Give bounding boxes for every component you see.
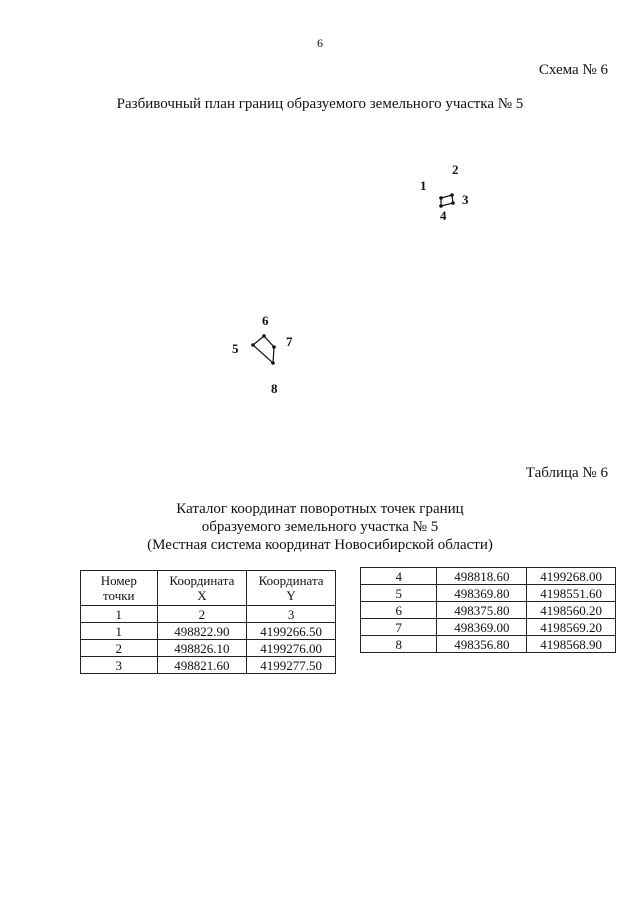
header-x-line-2: X — [197, 588, 207, 603]
coordinates-table-left — [80, 570, 336, 674]
table-cell: 4198560.20 — [527, 602, 616, 619]
table-cell: 7 — [361, 619, 437, 636]
parcel-outline-lower — [253, 336, 274, 363]
point-marker-8 — [271, 361, 275, 365]
catalog-title-line-2: образуемого земельного участка № 5 — [201, 519, 439, 535]
table-cell: 3 — [81, 657, 158, 674]
table-header-row — [81, 571, 336, 606]
table-index-row — [81, 606, 336, 623]
page-number: 6 — [317, 36, 323, 50]
point-label-7: 7 — [286, 334, 293, 349]
table-cell: 498818.60 — [437, 568, 527, 585]
point-label-8: 8 — [271, 381, 278, 396]
table-cell: 4198551.60 — [527, 585, 616, 602]
table-cell: 498369.00 — [437, 619, 527, 636]
table-cell: 498822.90 — [157, 623, 247, 640]
catalog-title — [0, 500, 640, 554]
table-cell: 4199268.00 — [527, 568, 616, 585]
table-cell: 4198568.90 — [527, 636, 616, 653]
point-marker-5 — [251, 343, 255, 347]
point-marker-2 — [450, 193, 454, 197]
point-marker-1 — [439, 196, 443, 200]
table-cell: 498369.80 — [437, 585, 527, 602]
coordinates-table-right — [360, 567, 616, 653]
header-y-line-2: Y — [286, 588, 296, 603]
table-cell: 4 — [361, 568, 437, 585]
table-row — [361, 585, 616, 602]
point-marker-3 — [451, 201, 455, 205]
point-label-5: 5 — [232, 341, 239, 356]
header-point-number — [81, 571, 158, 606]
table-cell: 4199276.00 — [247, 640, 336, 657]
table-row — [81, 640, 336, 657]
header-coordinate-x — [157, 571, 247, 606]
plan-title: Разбивочный план границ образуемого земельного участка № 5 — [116, 96, 524, 112]
table-cell: 5 — [361, 585, 437, 602]
table-row — [361, 602, 616, 619]
table-cell: 498356.80 — [437, 636, 527, 653]
table-row — [361, 568, 616, 585]
point-label-6: 6 — [262, 313, 269, 328]
table-label: Таблица № 6 — [525, 465, 608, 481]
table-cell: 2 — [157, 606, 247, 623]
point-label-3: 3 — [462, 192, 469, 207]
table-cell: 2 — [81, 640, 158, 657]
table-cell: 1 — [81, 606, 158, 623]
header-point-line-1: Номер — [100, 573, 137, 588]
table-cell: 8 — [361, 636, 437, 653]
scheme-label: Схема № 6 — [538, 62, 608, 78]
point-label-4: 4 — [440, 208, 447, 223]
point-marker-6 — [262, 334, 266, 338]
table-cell: 498821.60 — [157, 657, 247, 674]
point-marker-7 — [272, 345, 276, 349]
layout-scheme — [0, 150, 640, 410]
table-row — [81, 623, 336, 640]
point-label-2: 2 — [452, 162, 459, 177]
header-x-line-1: Координата — [169, 573, 235, 588]
table-row — [361, 619, 616, 636]
table-cell: 1 — [81, 623, 158, 640]
table-cell: 4199266.50 — [247, 623, 336, 640]
parcel-outline-upper — [441, 195, 453, 206]
header-point-line-2: точки — [103, 588, 135, 603]
table-cell: 4199277.50 — [247, 657, 336, 674]
table-row — [361, 636, 616, 653]
header-coordinate-y — [247, 571, 336, 606]
table-cell: 6 — [361, 602, 437, 619]
table-cell: 4198569.20 — [527, 619, 616, 636]
catalog-title-line-3: (Местная система координат Новосибирской области) — [147, 537, 493, 553]
table-cell: 3 — [247, 606, 336, 623]
table-row — [81, 657, 336, 674]
point-label-1: 1 — [420, 178, 427, 193]
table-cell: 498375.80 — [437, 602, 527, 619]
header-y-line-1: Координата — [258, 573, 324, 588]
catalog-title-line-1: Каталог координат поворотных точек границ — [176, 501, 464, 517]
table-cell: 498826.10 — [157, 640, 247, 657]
